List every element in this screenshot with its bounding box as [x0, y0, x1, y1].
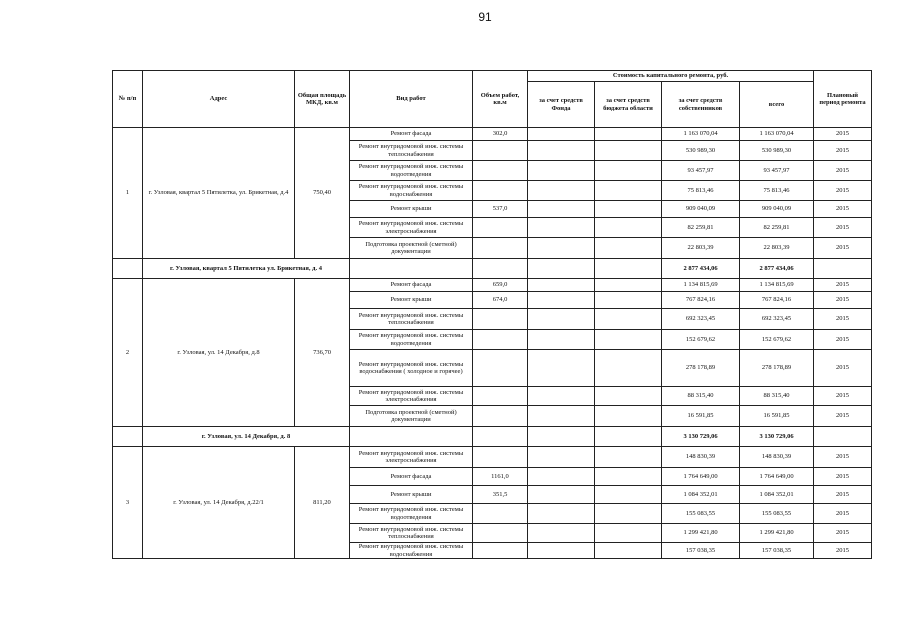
subtotal-fund-cell [528, 259, 595, 279]
owners-cell: 16 591,85 [662, 406, 740, 427]
owners-cell: 767 824,16 [662, 292, 740, 309]
volume-cell [473, 524, 528, 543]
region-budget-cell [595, 486, 662, 504]
owners-cell: 692 323,45 [662, 309, 740, 330]
work-type-cell: Ремонт внутридомовой инж. системы водоотведения [350, 330, 473, 350]
subtotal-num-cell [113, 427, 143, 447]
region-budget-cell [595, 128, 662, 141]
subtotal-total: 3 130 729,06 [740, 427, 814, 447]
region-budget-cell [595, 292, 662, 309]
header-volume: Объем работ, кв.м [473, 71, 528, 128]
subtotal-volume-cell [473, 259, 528, 279]
fund-cell [528, 181, 595, 201]
row-number: 1 [113, 128, 143, 259]
total-cell: 93 457,97 [740, 161, 814, 181]
page-number: 91 [478, 10, 492, 24]
owners-cell: 278 178,89 [662, 350, 740, 387]
region-budget-cell [595, 350, 662, 387]
work-type-cell: Ремонт крыши [350, 201, 473, 218]
period-cell: 2015 [814, 292, 872, 309]
volume-cell [473, 181, 528, 201]
volume-cell [473, 141, 528, 161]
region-budget-cell [595, 330, 662, 350]
table-row [113, 279, 872, 292]
region-budget-cell [595, 406, 662, 427]
subtotal-region-cell [595, 427, 662, 447]
volume-cell [473, 330, 528, 350]
work-type-cell: Ремонт внутридомовой инж. системы водоотведения [350, 504, 473, 524]
address-cell: г. Узловая, ул. 14 Декабря, д.8 [143, 279, 295, 427]
total-cell: 88 315,40 [740, 387, 814, 406]
owners-cell: 157 038,35 [662, 543, 740, 559]
fund-cell [528, 406, 595, 427]
volume-cell [473, 309, 528, 330]
total-cell: 1 084 352,01 [740, 486, 814, 504]
region-budget-cell [595, 309, 662, 330]
capital-repair-table [112, 70, 872, 559]
work-type-cell: Ремонт внутридомовой инж. системы водоснабжения [350, 543, 473, 559]
header-fund: за счет средств Фонда [528, 82, 595, 128]
fund-cell [528, 141, 595, 161]
work-type-cell: Подготовка проектной (сметной) документации [350, 238, 473, 259]
work-type-cell: Ремонт внутридомовой инж. системы теплоснабжения [350, 141, 473, 161]
period-cell: 2015 [814, 486, 872, 504]
header-address: Адрес [143, 71, 295, 128]
owners-cell: 1 163 070,04 [662, 128, 740, 141]
volume-cell: 537,0 [473, 201, 528, 218]
work-type-cell: Ремонт внутридомовой инж. системы водоотведения [350, 161, 473, 181]
owners-cell: 82 259,81 [662, 218, 740, 238]
header-area: Общая площадь МКД, кв.м [295, 71, 350, 128]
region-budget-cell [595, 387, 662, 406]
fund-cell [528, 292, 595, 309]
subtotal-total: 2 877 434,06 [740, 259, 814, 279]
region-budget-cell [595, 543, 662, 559]
volume-cell [473, 350, 528, 387]
volume-cell [473, 543, 528, 559]
total-cell: 692 323,45 [740, 309, 814, 330]
region-budget-cell [595, 468, 662, 486]
subtotal-work-cell [350, 427, 473, 447]
region-budget-cell [595, 238, 662, 259]
period-cell: 2015 [814, 524, 872, 543]
total-cell: 75 813,46 [740, 181, 814, 201]
subtotal-fund-cell [528, 427, 595, 447]
header-owners: за счет средств собственников [662, 82, 740, 128]
period-cell: 2015 [814, 543, 872, 559]
area-cell: 736,70 [295, 279, 350, 427]
owners-cell: 75 813,46 [662, 181, 740, 201]
fund-cell [528, 486, 595, 504]
owners-cell: 152 679,62 [662, 330, 740, 350]
table-row [113, 128, 872, 141]
region-budget-cell [595, 141, 662, 161]
period-cell: 2015 [814, 181, 872, 201]
volume-cell: 659,0 [473, 279, 528, 292]
total-cell: 767 824,16 [740, 292, 814, 309]
area-cell: 811,20 [295, 447, 350, 559]
period-cell: 2015 [814, 468, 872, 486]
owners-cell: 909 040,09 [662, 201, 740, 218]
fund-cell [528, 468, 595, 486]
fund-cell [528, 279, 595, 292]
subtotal-row [113, 259, 872, 279]
volume-cell [473, 238, 528, 259]
fund-cell [528, 543, 595, 559]
period-cell: 2015 [814, 309, 872, 330]
work-type-cell: Ремонт внутридомовой инж. системы водоснабжения [350, 181, 473, 201]
subtotal-label: г. Узловая, ул. 14 Декабря, д. 8 [143, 427, 350, 447]
header-work-type: Вид работ [350, 71, 473, 128]
period-cell: 2015 [814, 387, 872, 406]
owners-cell: 155 083,55 [662, 504, 740, 524]
header-region-budget: за счет средств бюджета области [595, 82, 662, 128]
table-row [113, 447, 872, 468]
owners-cell: 530 989,30 [662, 141, 740, 161]
fund-cell [528, 218, 595, 238]
volume-cell [473, 447, 528, 468]
period-cell: 2015 [814, 330, 872, 350]
period-cell: 2015 [814, 279, 872, 292]
work-type-cell: Ремонт фасада [350, 468, 473, 486]
volume-cell: 1161,0 [473, 468, 528, 486]
subtotal-owners: 3 130 729,06 [662, 427, 740, 447]
period-cell: 2015 [814, 406, 872, 427]
subtotal-period-cell [814, 427, 872, 447]
fund-cell [528, 330, 595, 350]
total-cell: 1 764 649,00 [740, 468, 814, 486]
work-type-cell: Ремонт внутридомовой инж. системы электроснабжения [350, 447, 473, 468]
work-type-cell: Ремонт крыши [350, 486, 473, 504]
work-type-cell: Ремонт фасада [350, 128, 473, 141]
fund-cell [528, 504, 595, 524]
work-type-cell: Ремонт внутридомовой инж. системы теплоснабжения [350, 309, 473, 330]
owners-cell: 22 803,39 [662, 238, 740, 259]
period-cell: 2015 [814, 447, 872, 468]
fund-cell [528, 387, 595, 406]
total-cell: 1 134 815,69 [740, 279, 814, 292]
volume-cell [473, 218, 528, 238]
subtotal-owners: 2 877 434,06 [662, 259, 740, 279]
work-type-cell: Ремонт фасада [350, 279, 473, 292]
work-type-cell: Ремонт внутридомовой инж. системы теплоснабжения [350, 524, 473, 543]
owners-cell: 1 084 352,01 [662, 486, 740, 504]
header-period: Плановый период ремонта [814, 71, 872, 128]
region-budget-cell [595, 181, 662, 201]
subtotal-label: г. Узловая, квартал 5 Пятилетка ул. Брикетная, д. 4 [143, 259, 350, 279]
volume-cell: 302,0 [473, 128, 528, 141]
row-number: 3 [113, 447, 143, 559]
total-cell: 1 299 421,80 [740, 524, 814, 543]
total-cell: 22 803,39 [740, 238, 814, 259]
fund-cell [528, 309, 595, 330]
fund-cell [528, 238, 595, 259]
period-cell: 2015 [814, 350, 872, 387]
total-cell: 530 989,30 [740, 141, 814, 161]
period-cell: 2015 [814, 238, 872, 259]
period-cell: 2015 [814, 141, 872, 161]
volume-cell [473, 387, 528, 406]
total-cell: 148 830,39 [740, 447, 814, 468]
total-cell: 157 038,35 [740, 543, 814, 559]
owners-cell: 93 457,97 [662, 161, 740, 181]
subtotal-volume-cell [473, 427, 528, 447]
work-type-cell: Подготовка проектной (сметной) документации [350, 406, 473, 427]
fund-cell [528, 128, 595, 141]
work-type-cell: Ремонт внутридомовой инж. системы водоснабжения ( холодное и горячее) [350, 350, 473, 387]
volume-cell [473, 406, 528, 427]
period-cell: 2015 [814, 128, 872, 141]
subtotal-region-cell [595, 259, 662, 279]
fund-cell [528, 161, 595, 181]
row-number: 2 [113, 279, 143, 427]
owners-cell: 88 315,40 [662, 387, 740, 406]
owners-cell: 148 830,39 [662, 447, 740, 468]
address-cell: г. Узловая, ул. 14 Декабря, д.22/1 [143, 447, 295, 559]
volume-cell [473, 504, 528, 524]
region-budget-cell [595, 161, 662, 181]
region-budget-cell [595, 279, 662, 292]
volume-cell [473, 161, 528, 181]
header-num: № п/п [113, 71, 143, 128]
total-cell: 1 163 070,04 [740, 128, 814, 141]
total-cell: 82 259,81 [740, 218, 814, 238]
region-budget-cell [595, 524, 662, 543]
total-cell: 155 083,55 [740, 504, 814, 524]
owners-cell: 1 299 421,80 [662, 524, 740, 543]
fund-cell [528, 447, 595, 468]
subtotal-row [113, 427, 872, 447]
period-cell: 2015 [814, 201, 872, 218]
total-cell: 909 040,09 [740, 201, 814, 218]
fund-cell [528, 201, 595, 218]
region-budget-cell [595, 218, 662, 238]
period-cell: 2015 [814, 161, 872, 181]
owners-cell: 1 134 815,69 [662, 279, 740, 292]
address-cell: г. Узловая, квартал 5 Пятилетка, ул. Брикетная, д.4 [143, 128, 295, 259]
region-budget-cell [595, 201, 662, 218]
region-budget-cell [595, 447, 662, 468]
header-total: всего [740, 82, 814, 128]
subtotal-num-cell [113, 259, 143, 279]
volume-cell: 674,0 [473, 292, 528, 309]
table-body [113, 128, 872, 559]
total-cell: 16 591,85 [740, 406, 814, 427]
work-type-cell: Ремонт внутридомовой инж. системы электроснабжения [350, 387, 473, 406]
fund-cell [528, 350, 595, 387]
work-type-cell: Ремонт внутридомовой инж. системы электроснабжения [350, 218, 473, 238]
volume-cell: 351,5 [473, 486, 528, 504]
period-cell: 2015 [814, 504, 872, 524]
period-cell: 2015 [814, 218, 872, 238]
header-cost-group: Стоимость капитального ремонта, руб. [528, 71, 814, 82]
region-budget-cell [595, 504, 662, 524]
work-type-cell: Ремонт крыши [350, 292, 473, 309]
area-cell: 750,40 [295, 128, 350, 259]
subtotal-work-cell [350, 259, 473, 279]
total-cell: 278 178,89 [740, 350, 814, 387]
total-cell: 152 679,62 [740, 330, 814, 350]
fund-cell [528, 524, 595, 543]
subtotal-period-cell [814, 259, 872, 279]
owners-cell: 1 764 649,00 [662, 468, 740, 486]
